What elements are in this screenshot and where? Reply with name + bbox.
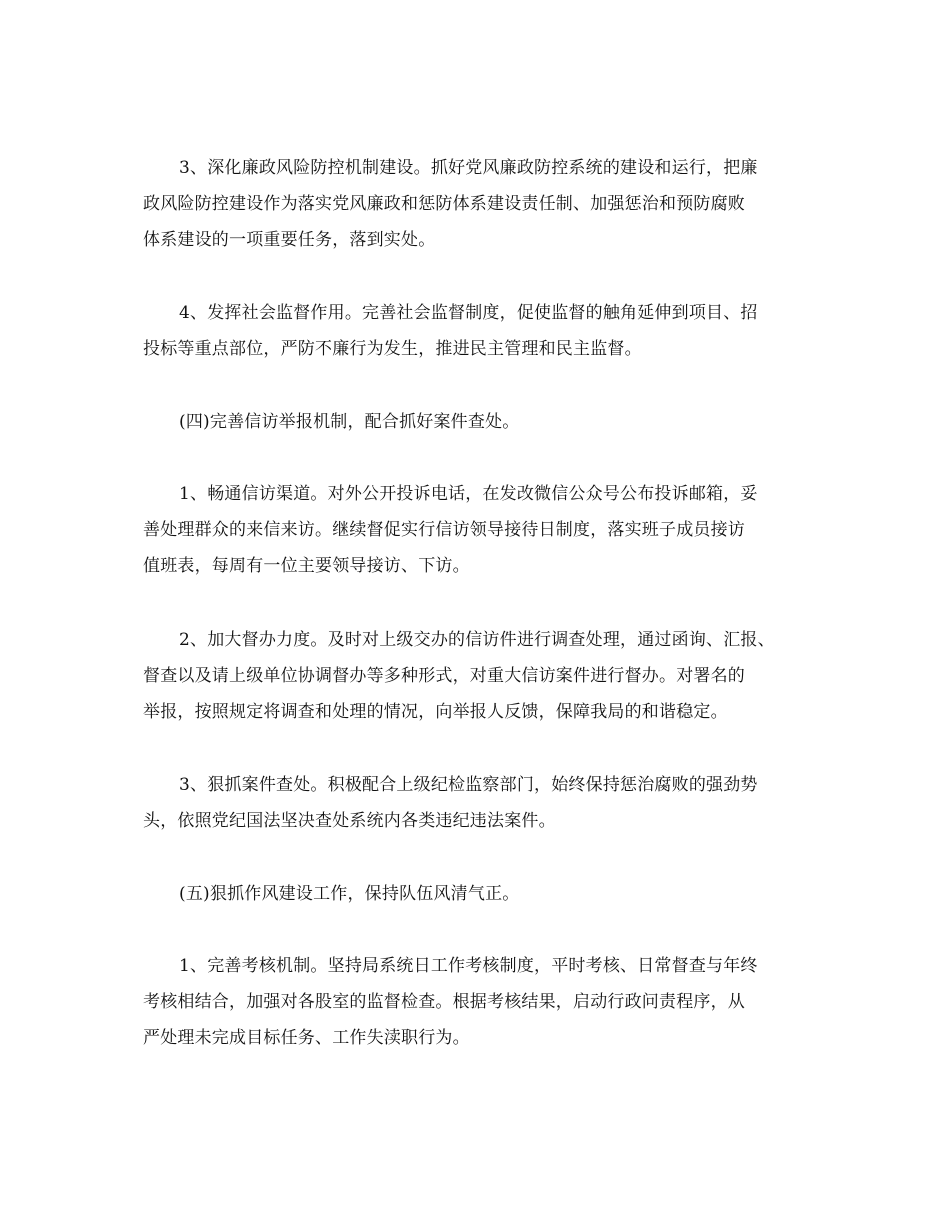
paragraph-line: 4、发挥社会监督作用。完善社会监督制度，促使监督的触角延伸到项目、招 (179, 303, 758, 323)
paragraph-line: 3、狠抓案件查处。积极配合上级纪检监察部门，始终保持惩治腐败的强劲势 (179, 775, 758, 795)
paragraph-line: 考核相结合，加强对各股室的监督检查。根据考核结果，启动行政问责程序，从 (143, 992, 745, 1012)
paragraph-case-investigation (143, 767, 813, 839)
section-heading-4 (143, 404, 813, 440)
paragraph-risk-control (143, 150, 813, 258)
paragraph-line: 善处理群众的来信来访。继续督促实行信访领导接待日制度，落实班子成员接访 (143, 520, 745, 540)
paragraph-petition-channel (143, 476, 813, 584)
paragraph-line: 体系建设的一项重要任务，落到实处。 (143, 230, 436, 250)
paragraph-line: 值班表，每周有一位主要领导接访、下访。 (143, 556, 470, 576)
paragraph-line: 1、畅通信访渠道。对外公开投诉电话，在发改微信公众号公布投诉邮箱，妥 (179, 484, 758, 504)
paragraph-line: 政风险防控建设作为落实党风廉政和惩防体系建设责任制、加强惩治和预防腐败 (143, 194, 745, 214)
section-heading-5 (143, 876, 813, 912)
paragraph-social-supervision (143, 295, 813, 367)
paragraph-line: 严处理未完成目标任务、工作失渎职行为。 (143, 1028, 470, 1048)
paragraph-line: 2、加大督办力度。及时对上级交办的信访件进行调查处理，通过函询、汇报、 (179, 630, 775, 650)
paragraph-line: 1、完善考核机制。坚持局系统日工作考核制度，平时考核、日常督查与年终 (179, 956, 758, 976)
paragraph-line: 督查以及请上级单位协调督办等多种形式，对重大信访案件进行督办。对署名的 (143, 666, 745, 686)
paragraph-line: 举报，按照规定将调查和处理的情况，向举报人反馈，保障我局的和谐稳定。 (143, 702, 728, 722)
paragraph-line: 头，依照党纪国法坚决查处系统内各类违纪违法案件。 (143, 811, 556, 831)
paragraph-line: 3、深化廉政风险防控机制建设。抓好党风廉政防控系统的建设和运行，把廉 (179, 158, 758, 178)
section-heading-text: (五)狠抓作风建设工作，保持队伍风清气正。 (179, 884, 520, 904)
section-heading-text: (四)完善信访举报机制，配合抓好案件查处。 (179, 412, 520, 432)
paragraph-assessment (143, 948, 813, 1056)
paragraph-line: 投标等重点部位，严防不廉行为发生，推进民主管理和民主监督。 (143, 339, 642, 359)
paragraph-supervise-handling (143, 622, 813, 730)
